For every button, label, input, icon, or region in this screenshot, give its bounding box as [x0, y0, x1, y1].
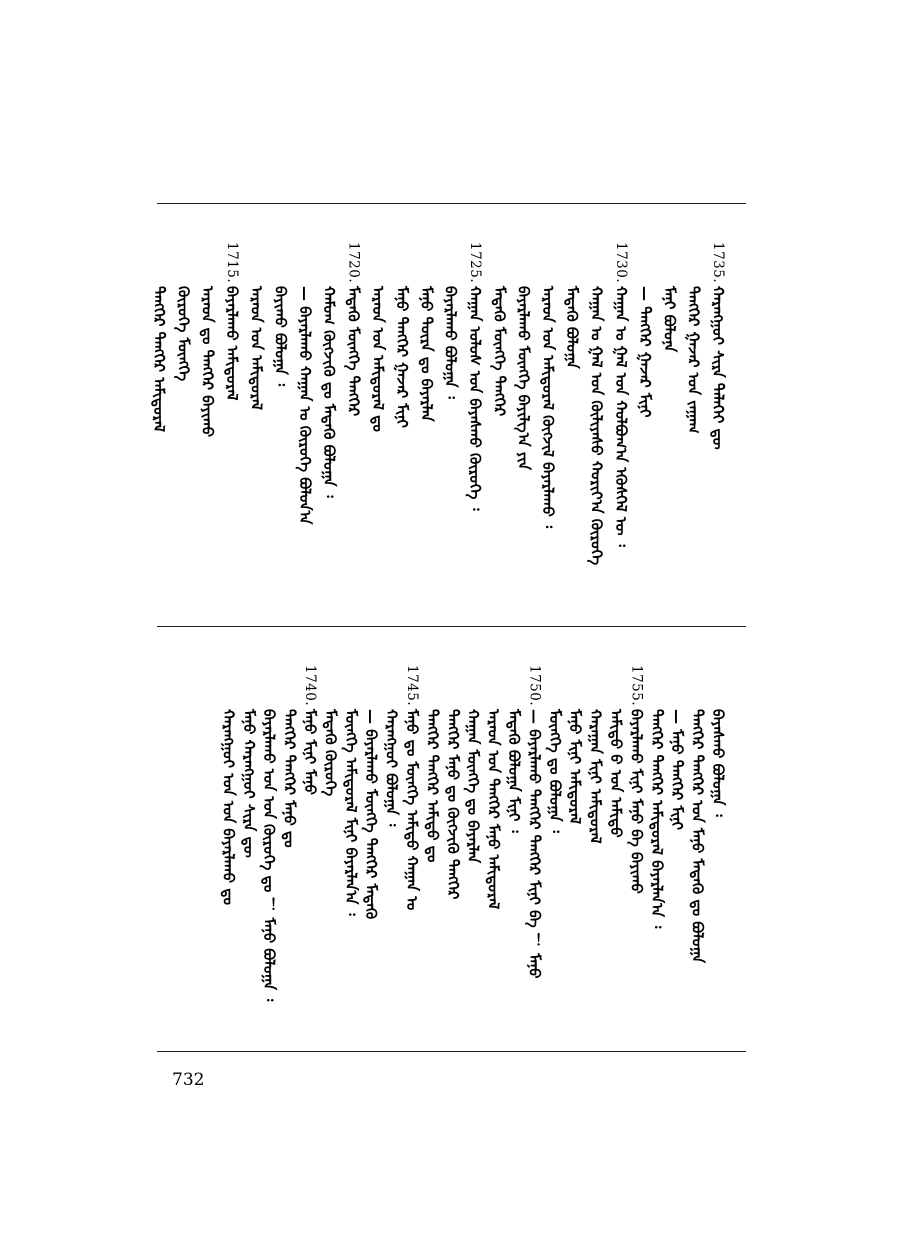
verse-column [412, 238, 440, 610]
verse-line: — ᠮᠠᠨᠤ ᠲᠡᠩᠭᠡᠷ ᠮᠢᠨᠢ [668, 709, 687, 831]
line-number: 1715. [224, 242, 240, 284]
verse-column [242, 238, 270, 610]
verse-line: ᠲᠡᠩᠭᠡᠷ ᠲᠡᠩᠭᠡᠷ ᠮᠠᠨᠤ ᠳᠤ [280, 709, 299, 848]
line-number: 1730. [612, 242, 629, 284]
middle-rule [157, 626, 746, 627]
verse-line: — ᠲᠡᠩᠭᠡᠷ ᠭᠠᠵᠠᠷ ᠮᠢᠨᠢ [636, 286, 655, 418]
verse-column [510, 238, 538, 610]
verse-block-2 [157, 661, 746, 1033]
verse-line: ᠮᠠᠨᠤ ᠳᠤ ᠮᠥᠩᠬᠡ ᠠᠮᠢᠳᠤ ᠬᠠᠭᠠᠨ ᠤ [403, 709, 421, 911]
verse-line: ᠪᠠᠶᠠᠰᠬᠤ ᠪᠤᠯᠤᠭᠠ ᠄ [709, 709, 727, 817]
verse-column [704, 238, 732, 610]
verse-line: ᠲᠡᠩᠭᠡᠷ ᠲᠡᠩᠭᠡᠷ ᠠᠮᠢᠳᠤᠷᠠᠯ ᠪᠠᠶᠠᠷᠯᠠᠨ᠎ᠠ ᠄ [647, 709, 666, 929]
verse-column [315, 238, 343, 610]
verse-line: ᠬᠠᠭᠠᠨ ᠤᠯᠤᠰ ᠤᠨ ᠪᠠᠶᠠᠰᠬᠤ ᠬᠥᠷᠦᠭᠡ ᠄ [466, 286, 484, 511]
verse-line: ᠪᠠᠶᠢᠬᠤ ᠪᠤᠯᠤᠭᠠ ᠄ [271, 286, 290, 387]
verse-line: ᠮᠠᠨᠤ ᠮᠢᠨᠢ ᠮᠠᠨᠤ [301, 709, 319, 795]
verse-column [461, 238, 489, 610]
verse-line: ᠮᠡᠳᠡᠬᠦ ᠬᠥᠷᠦᠭᠡ [321, 709, 340, 797]
line-number: 1735. [710, 242, 726, 284]
verse-line: ᠮᠠᠨᠤ ᠮᠢᠨᠢ ᠠᠮᠢᠳᠤᠷᠠᠯ [566, 709, 585, 825]
verse-column [388, 238, 416, 610]
verse-line: — ᠪᠠᠶᠠᠷᠯᠠᠬᠤ ᠲᠡᠩᠭᠡᠷ ᠲᠡᠩᠭᠡᠷ ᠮᠢᠨᠢ ᠪᠠ ！ ᠮᠠᠨᠤ [525, 709, 544, 979]
verse-column [607, 238, 635, 610]
verse-line: ᠮᠠᠨᠤ ᠳᠦᠷᠡ ᠳᠤ ᠪᠠᠶᠠᠷᠯᠠᠨ [417, 286, 436, 422]
verse-line: ᠬᠠᠷᠠᠩᠭᠤᠢ ᠰᠢᠷᠠ ᠳᠡᠯᠡᠬᠡᠢ ᠳᠦ [709, 286, 727, 450]
verse-line: ᠮᠥᠩᠬᠡ ᠠᠮᠢᠳᠤᠷᠠᠯ ᠮᠢᠨᠢ ᠪᠠᠶᠠᠷᠯᠠᠨ᠎ᠠ ᠄ [341, 709, 360, 916]
verse-line: ᠬᠥᠷᠦᠭᠡ ᠮᠥᠩᠬᠡ [174, 286, 193, 382]
verse-column [655, 238, 683, 610]
verse-line: ᠮᠠᠨᠤ ᠬᠠᠷᠠᠩᠭᠤᠢ ᠰᠢᠷᠠ ᠳᠦ [239, 709, 258, 858]
verse-column [680, 238, 708, 610]
verse-column [485, 238, 513, 610]
verse-column [364, 238, 392, 610]
verse-line: ᠬᠠᠷᠠᠩᠭᠤᠢ ᠪᠤᠯᠤᠭᠠ ᠄ [382, 709, 401, 827]
verse-line: ᠬᠠᠭᠠᠨ ᠮᠥᠩᠬᠡ ᠳᠤ ᠪᠠᠶᠠᠷᠯᠠᠨ [464, 709, 483, 864]
line-number: 1740. [302, 665, 318, 707]
page-number: 732 [172, 1070, 205, 1090]
verse-line: ᠪᠠᠶᠠᠷᠯᠠᠬᠤ ᠮᠥᠩᠬᠡ ᠪᠠᠶᠢᠯᠭ᠎ᠠ ᠶᠢᠨ [514, 286, 533, 470]
verse-line: ᠲᠡᠩᠭᠡᠷ ᠮᠠᠨᠤ ᠳᠤ ᠬᠥᠭᠵᠢᠬᠦ ᠲᠡᠩᠭᠡᠷ [443, 709, 462, 900]
verse-column [291, 238, 319, 610]
verse-line: ᠬᠠᠷᠠᠭᠠᠨ ᠮᠢᠨᠢ ᠠᠮᠢᠳᠤᠷᠠᠯ [586, 709, 605, 844]
verse-line: ᠪᠠᠶᠠᠷᠯᠠᠬᠤ ᠠᠮᠢᠳᠤᠷᠠᠯ [223, 286, 241, 401]
line-number: 1725. [467, 242, 483, 284]
verse-line: ᠮᠡᠳᠡᠬᠦ ᠮᠥᠩᠬᠡ ᠲᠡᠩᠭᠡᠷ [490, 286, 509, 417]
verse-column [558, 238, 586, 610]
verse-block-1 [150, 238, 746, 610]
verse-line: ᠲᠡᠩᠭᠡᠷ ᠲᠡᠩᠭᠡᠷ ᠠᠮᠢᠳᠤ ᠳᠤ [423, 709, 442, 863]
verse-line: ᠠᠷᠠᠳ ᠤᠨ ᠠᠮᠢᠳᠤᠷᠠᠯ [247, 286, 266, 410]
verse-column [218, 238, 246, 610]
verse-column [631, 238, 659, 610]
verse-line: ᠮᠠᠨᠢ ᠪᠤᠯᠤᠨᠠ [660, 286, 679, 353]
top-rule [157, 203, 746, 204]
verse-line: ᠠᠷᠠᠳ ᠳᠤ ᠲᠡᠩᠭᠡᠷ ᠪᠠᠶᠢᠬᠤ [198, 286, 217, 438]
verse-line: ᠠᠷᠠᠳ ᠤᠨ ᠠᠮᠢᠳᠤᠷᠠᠯ ᠬᠥᠭᠵᠢᠯ ᠪᠠᠶᠠᠷᠯᠠᠬᠤ ᠄ [538, 286, 557, 529]
bottom-rule [157, 1051, 746, 1052]
verse-column [534, 238, 562, 610]
verse-column [267, 238, 295, 610]
verse-column [194, 238, 222, 610]
verse-line: ᠠᠷᠠᠳ ᠤᠨ ᠲᠡᠩᠭᠡᠷ ᠮᠠᠨᠤ ᠠᠮᠢᠳᠤᠷᠠᠯ [484, 709, 503, 910]
verse-column [145, 238, 173, 610]
verse-line: ᠮᠠᠨᠤ ᠲᠡᠩᠭᠡᠷ ᠭᠠᠵᠠᠷ ᠮᠢᠨᠢ [393, 286, 412, 428]
verse-column [214, 661, 242, 1033]
verse-line: ᠪᠠᠶᠠᠷᠯᠠᠬᠤ ᠪᠤᠯᠤᠭᠠ ᠄ [441, 286, 460, 399]
verse-line: — ᠪᠠᠶᠠᠷᠯᠠᠬᠤ ᠮᠥᠩᠬᠡ ᠲᠡᠩᠭᠡᠷ ᠮᠡᠳᠡᠬᠦ [362, 709, 381, 920]
verse-line: ᠮᠥᠩᠬᠡ ᠳᠤ ᠪᠤᠯᠤᠭᠠ ᠄ [545, 709, 564, 833]
line-number: 1745. [404, 665, 420, 707]
verse-column [169, 238, 197, 610]
verse-line: ᠬᠠᠭᠠᠨ ᠤ ᠭᠠᠯ ᠤᠨ ᠬᠦᠯᠢᠶᠡᠰᠦ ᠬᠣᠷᠢᠶ᠎ᠠ ᠬᠦᠷᠦᠭᠡ [587, 286, 606, 566]
line-number: 1750. [526, 665, 543, 707]
verse-column [583, 238, 611, 610]
verse-line: ᠮᠡᠳᠡᠬᠦ ᠪᠤᠯᠤᠭᠠ [563, 286, 582, 369]
verse-line: ᠮᠡᠳᠡᠬᠦ ᠮᠥᠩᠬᠡ ᠲᠡᠩᠭᠡᠷ [344, 286, 363, 417]
verse-line: ᠠᠮᠢᠳᠤ ᠪ ᠤᠨ ᠠᠮᠢᠳᠤ [607, 709, 625, 838]
line-number: 1755. [628, 665, 645, 707]
verse-line: ᠲᠡᠩᠭᠡᠷ ᠭᠠᠵᠠᠷ ᠤᠨ ᠵᠠᠭᠠᠭ [684, 286, 703, 434]
verse-line: ᠪᠠᠶᠠᠷᠯᠠᠬᠤ ᠮᠢᠨᠢ ᠮᠠᠨᠤ ᠪᠠ ᠪᠠᠶᠢᠬᠤ [627, 709, 646, 894]
verse-line: ᠲᠡᠩᠭᠡᠷ ᠲᠡᠩᠭᠡᠷ ᠤᠨ ᠮᠠᠨᠤ ᠮᠡᠳᠡᠬᠦ ᠳᠤ ᠪᠤᠯᠤᠭᠠ [688, 709, 707, 964]
verse-line: ᠮᠡᠳᠡᠬᠦ ᠪᠤᠯᠤᠭᠠ ᠮᠢᠨᠢ ᠄ [505, 709, 523, 833]
verse-line: ᠬᠠᠭᠠᠨ ᠤ ᠭᠠᠯ ᠤᠨ ᠬᠣᠯᠪᠤᠭ᠎ᠠ ᠡᠭᠦᠰᠬᠡᠯ ᠦ ᠄ [611, 286, 630, 547]
line-number: 1720. [345, 242, 362, 284]
verse-line: ᠬᠠᠷᠠᠩᠭᠤᠢ ᠤᠨ ᠤᠨ ᠪᠠᠶᠠᠷᠯᠠᠬᠤ ᠳᠤ [219, 709, 238, 905]
verse-column [340, 238, 368, 610]
verse-line: ᠪᠠᠶᠠᠷᠯᠠᠬᠤ ᠤᠨ ᠤᠨ ᠬᠥᠷᠦᠭᠡ ᠳᠤ ！ ᠮᠠᠨᠤ ᠪᠤᠯᠤᠭᠠ ᠄ [260, 709, 279, 1002]
verse-line: ᠠᠷᠠᠳ ᠤᠨ ᠠᠮᠢᠳᠤᠷᠠᠯ ᠳᠤ [368, 286, 387, 432]
verse-line: — ᠪᠠᠶᠠᠷᠯᠠᠬᠤ ᠬᠠᠭᠠᠨ ᠤ ᠬᠥᠷᠦᠭᠡ ᠪᠣᠯᠤᠨ᠎ᠠ [295, 286, 314, 525]
verse-line: ᠲᠡᠩᠭᠡᠷ ᠲᠡᠩᠭᠡᠷ ᠠᠮᠢᠳᠤᠷᠠᠯ [150, 286, 169, 432]
verse-column [437, 238, 465, 610]
verse-line: ᠬᠠᠮᠤᠭ ᠬᠥᠭᠵᠢᠬᠦ ᠳᠤ ᠮᠡᠳᠡᠬᠦ ᠪᠤᠯᠤᠭᠠ ᠄ [320, 286, 339, 498]
